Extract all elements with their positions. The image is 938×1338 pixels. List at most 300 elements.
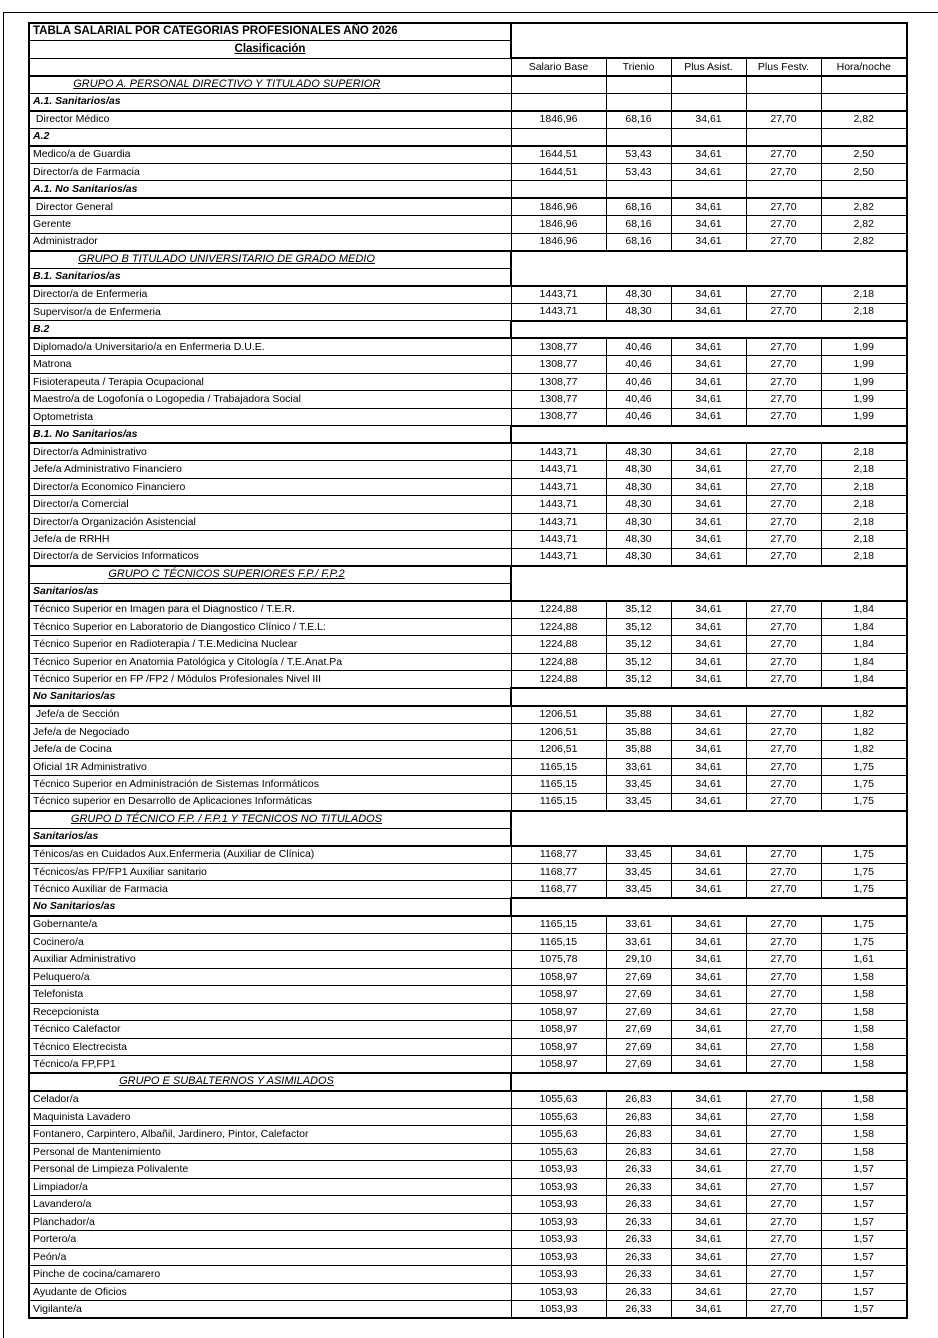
value-cell: 34,61 [671,303,746,321]
value-cell: 34,61 [671,968,746,986]
value-cell: 1053,93 [511,1266,606,1284]
value-cell: 27,70 [746,286,821,304]
value-cell: 26,83 [606,1091,671,1109]
table-row [29,776,907,794]
value-cell: 34,61 [671,741,746,759]
value-cell: 2,18 [821,513,907,531]
value-cell: 27,70 [746,408,821,426]
value-cell: 1443,71 [511,461,606,479]
value-cell: 34,61 [671,233,746,251]
value-cell: 27,70 [746,863,821,881]
value-cell: 27,70 [746,1231,821,1249]
table-row [29,391,907,409]
value-cell: 26,83 [606,1108,671,1126]
salary-table-body [29,23,907,1318]
value-cell: 34,61 [671,338,746,356]
category-cell: Director/a Organización Asistencial [29,513,511,531]
table-row [29,898,907,916]
value-cell: 35,88 [606,741,671,759]
value-cell: 34,61 [671,706,746,724]
value-cell: 34,61 [671,1178,746,1196]
value-cell: 1053,93 [511,1231,606,1249]
table-row [29,566,907,584]
category-cell: Oficial 1R Administrativo [29,758,511,776]
table-row [29,741,907,759]
value-cell: 27,70 [746,706,821,724]
value-cell: 34,61 [671,548,746,566]
value-cell: 29,10 [606,951,671,969]
table-row [29,1003,907,1021]
category-cell: Gobernante/a [29,916,511,934]
value-cell: 68,16 [606,216,671,234]
empty-value-cell [746,76,821,94]
value-cell: 1,75 [821,846,907,864]
value-cell: 1058,97 [511,1021,606,1039]
value-cell: 2,82 [821,233,907,251]
value-cell: 48,30 [606,286,671,304]
value-cell: 1846,96 [511,111,606,129]
value-cell: 1224,88 [511,671,606,689]
table-row [29,601,907,619]
category-cell: Director/a de Enfermeria [29,286,511,304]
section-header-cell: A.2 [29,128,511,146]
value-cell: 53,43 [606,146,671,164]
table-row [29,846,907,864]
value-cell: 1,58 [821,986,907,1004]
value-cell: 34,61 [671,636,746,654]
empty-value-cell [606,76,671,94]
table-row [29,1266,907,1284]
empty-value-cell [511,128,606,146]
value-cell: 27,70 [746,163,821,181]
category-cell: Fontanero, Carpintero, Albañil, Jardinero, Pintor, Calefactor [29,1126,511,1144]
value-cell: 48,30 [606,303,671,321]
category-cell: Peluquero/a [29,968,511,986]
value-cell: 1058,97 [511,986,606,1004]
table-row [29,618,907,636]
category-cell: Director Médico [29,111,511,129]
value-cell: 34,61 [671,916,746,934]
value-cell: 1,58 [821,1021,907,1039]
value-cell: 68,16 [606,198,671,216]
value-cell: 26,33 [606,1231,671,1249]
value-cell: 27,70 [746,443,821,461]
value-cell: 1,57 [821,1161,907,1179]
category-cell: Director/a Economico Financiero [29,478,511,496]
empty-value-cell [511,181,606,199]
value-cell: 1,84 [821,653,907,671]
value-cell: 34,61 [671,198,746,216]
value-cell: 27,70 [746,1108,821,1126]
value-cell: 34,61 [671,776,746,794]
value-cell: 27,69 [606,986,671,1004]
value-cell: 1,58 [821,1056,907,1074]
value-cell: 1,57 [821,1196,907,1214]
value-cell: 27,70 [746,723,821,741]
empty-value-cell [511,93,606,111]
value-cell: 27,70 [746,146,821,164]
value-cell: 1443,71 [511,513,606,531]
value-cell: 34,61 [671,146,746,164]
value-cell: 27,70 [746,1143,821,1161]
column-header: Trienio [606,58,671,76]
table-row [29,531,907,549]
value-cell: 27,70 [746,846,821,864]
empty-value-cell [671,93,746,111]
value-cell: 27,70 [746,881,821,899]
value-cell: 1,57 [821,1283,907,1301]
value-cell: 1,75 [821,793,907,811]
empty-value-cell [821,93,907,111]
value-cell: 1224,88 [511,601,606,619]
value-cell: 27,70 [746,461,821,479]
category-cell: Técnico superior en Desarrollo de Aplicaciones Informáticas [29,793,511,811]
value-cell: 27,70 [746,1301,821,1319]
value-cell: 27,70 [746,776,821,794]
value-cell: 26,33 [606,1178,671,1196]
page-border-left [3,12,4,1338]
value-cell: 34,61 [671,356,746,374]
category-cell: Medico/a de Guardia [29,146,511,164]
table-row [29,216,907,234]
value-cell: 1053,93 [511,1213,606,1231]
value-cell: 35,88 [606,723,671,741]
value-cell: 27,70 [746,618,821,636]
merged-empty-cell [511,688,907,706]
value-cell: 33,45 [606,863,671,881]
value-cell: 35,12 [606,671,671,689]
value-cell: 27,70 [746,531,821,549]
value-cell: 34,61 [671,1283,746,1301]
value-cell: 34,61 [671,1091,746,1109]
merged-empty-cell [511,426,907,444]
value-cell: 34,61 [671,1248,746,1266]
table-row [29,688,907,706]
value-cell: 27,70 [746,111,821,129]
category-cell: Jefe/a Administrativo Financiero [29,461,511,479]
value-cell: 1443,71 [511,303,606,321]
value-cell: 27,70 [746,1196,821,1214]
column-header: Plus Asist. [671,58,746,76]
value-cell: 35,12 [606,653,671,671]
value-cell: 1,57 [821,1248,907,1266]
category-cell: Telefonista [29,986,511,1004]
empty-value-cell [746,128,821,146]
value-cell: 1,58 [821,1003,907,1021]
merged-empty-cell [511,1073,907,1091]
value-cell: 34,61 [671,863,746,881]
value-cell: 2,18 [821,478,907,496]
value-cell: 34,61 [671,513,746,531]
category-cell: Optometrista [29,408,511,426]
value-cell: 27,70 [746,793,821,811]
category-cell: Director General [29,198,511,216]
table-row [29,443,907,461]
value-cell: 68,16 [606,233,671,251]
table-row [29,198,907,216]
value-cell: 1,99 [821,356,907,374]
empty-value-cell [821,181,907,199]
empty-value-cell [511,76,606,94]
value-cell: 34,61 [671,986,746,1004]
value-cell: 1168,77 [511,863,606,881]
value-cell: 34,61 [671,496,746,514]
value-cell: 26,33 [606,1213,671,1231]
value-cell: 1053,93 [511,1301,606,1319]
group-header-cell: GRUPO B TITULADO UNIVERSITARIO DE GRADO MEDIO [29,251,511,269]
group-header-cell: GRUPO D TÉCNICO F.P. / F.P.1 Y TECNICOS NO TITULADOS [29,811,511,829]
value-cell: 1053,93 [511,1283,606,1301]
value-cell: 1,82 [821,706,907,724]
value-cell: 1,57 [821,1231,907,1249]
value-cell: 1,84 [821,601,907,619]
value-cell: 1443,71 [511,286,606,304]
value-cell: 27,70 [746,1126,821,1144]
group-header-cell: GRUPO A. PERSONAL DIRECTIVO Y TITULADO SUPERIOR [29,76,511,94]
value-cell: 34,61 [671,1126,746,1144]
value-cell: 27,70 [746,601,821,619]
section-header-cell: Sanitarios/as [29,583,511,601]
empty-value-cell [671,128,746,146]
value-cell: 34,61 [671,723,746,741]
category-cell: Técnico Superior en FP /FP2 / Módulos Profesionales Nivel III [29,671,511,689]
value-cell: 2,18 [821,286,907,304]
category-cell: Celador/a [29,1091,511,1109]
value-cell: 34,61 [671,1108,746,1126]
value-cell: 1,57 [821,1213,907,1231]
value-cell: 34,61 [671,1161,746,1179]
value-cell: 1308,77 [511,391,606,409]
value-cell: 1,75 [821,863,907,881]
value-cell: 2,82 [821,216,907,234]
value-cell: 27,70 [746,478,821,496]
category-cell: Técnico Superior en Radioterapia / T.E.Medicina Nuclear [29,636,511,654]
category-cell: Técnicos/as FP/FP1 Auxiliar sanitario [29,863,511,881]
table-row [29,793,907,811]
value-cell: 27,70 [746,636,821,654]
column-header: Hora/noche [821,58,907,76]
value-cell: 27,70 [746,338,821,356]
table-row [29,303,907,321]
value-cell: 33,45 [606,846,671,864]
category-cell: Portero/a [29,1231,511,1249]
value-cell: 1,61 [821,951,907,969]
value-cell: 1,99 [821,338,907,356]
value-cell: 1053,93 [511,1161,606,1179]
value-cell: 27,70 [746,373,821,391]
table-row [29,968,907,986]
value-cell: 1,58 [821,1091,907,1109]
table-row [29,1038,907,1056]
table-row [29,951,907,969]
category-cell: Técnico Superior en Laboratorio de Diangostico Clínico / T.E.L: [29,618,511,636]
value-cell: 34,61 [671,1231,746,1249]
merged-empty-cell [511,811,907,846]
value-cell: 27,70 [746,933,821,951]
category-cell: Supervisor/a de Enfermeria [29,303,511,321]
value-cell: 40,46 [606,338,671,356]
value-cell: 1058,97 [511,1056,606,1074]
title-spacer-cell [511,23,907,58]
value-cell: 1053,93 [511,1248,606,1266]
value-cell: 34,61 [671,846,746,864]
column-header: Plus Festv. [746,58,821,76]
value-cell: 1055,63 [511,1143,606,1161]
value-cell: 1,82 [821,723,907,741]
value-cell: 48,30 [606,443,671,461]
table-row [29,1091,907,1109]
value-cell: 48,30 [606,496,671,514]
table-row [29,723,907,741]
value-cell: 1058,97 [511,968,606,986]
value-cell: 34,61 [671,373,746,391]
value-cell: 1,58 [821,1143,907,1161]
value-cell: 1224,88 [511,636,606,654]
category-cell: Técnico Superior en Imagen para el Diagnostico / T.E.R. [29,601,511,619]
category-cell: Jefe/a de Cocina [29,741,511,759]
value-cell: 27,70 [746,951,821,969]
category-cell: Limpiador/a [29,1178,511,1196]
value-cell: 34,61 [671,758,746,776]
category-cell: Cocinero/a [29,933,511,951]
value-cell: 27,70 [746,1266,821,1284]
value-cell: 1443,71 [511,478,606,496]
value-cell: 1055,63 [511,1108,606,1126]
value-cell: 27,70 [746,1213,821,1231]
table-row [29,1196,907,1214]
value-cell: 1,75 [821,933,907,951]
empty-value-cell [746,93,821,111]
table-row [29,58,907,76]
value-cell: 26,33 [606,1248,671,1266]
empty-value-cell [821,128,907,146]
value-cell: 1165,15 [511,776,606,794]
category-cell: Planchador/a [29,1213,511,1231]
category-cell: Maestro/a de Logofonía o Logopedia / Trabajadora Social [29,391,511,409]
value-cell: 34,61 [671,1021,746,1039]
table-row [29,811,907,829]
value-cell: 34,61 [671,391,746,409]
value-cell: 27,70 [746,303,821,321]
empty-value-cell [821,76,907,94]
value-cell: 40,46 [606,373,671,391]
value-cell: 1,57 [821,1266,907,1284]
value-cell: 27,70 [746,548,821,566]
value-cell: 2,18 [821,548,907,566]
value-cell: 1308,77 [511,408,606,426]
value-cell: 35,88 [606,706,671,724]
value-cell: 34,61 [671,1266,746,1284]
value-cell: 35,12 [606,636,671,654]
table-row [29,1231,907,1249]
value-cell: 1165,15 [511,933,606,951]
category-cell: Matrona [29,356,511,374]
value-cell: 34,61 [671,1196,746,1214]
table-row [29,986,907,1004]
value-cell: 1846,96 [511,233,606,251]
table-row [29,758,907,776]
value-cell: 1,82 [821,741,907,759]
section-header-cell: B.2 [29,321,511,339]
value-cell: 1168,77 [511,881,606,899]
value-cell: 34,61 [671,408,746,426]
value-cell: 1,75 [821,776,907,794]
value-cell: 1308,77 [511,373,606,391]
category-cell: Auxiliar Administrativo [29,951,511,969]
value-cell: 1,84 [821,618,907,636]
page-border-top [3,12,938,13]
section-header-cell: Sanitarios/as [29,828,511,846]
value-cell: 1,75 [821,881,907,899]
value-cell: 1206,51 [511,723,606,741]
value-cell: 34,61 [671,671,746,689]
value-cell: 1,99 [821,391,907,409]
value-cell: 34,61 [671,531,746,549]
value-cell: 27,69 [606,968,671,986]
value-cell: 35,12 [606,618,671,636]
value-cell: 34,61 [671,443,746,461]
value-cell: 2,18 [821,531,907,549]
category-cell: Ténicos/as en Cuidados Aux.Enfermeria (Auxiliar de Clínica) [29,846,511,864]
value-cell: 2,18 [821,496,907,514]
table-row [29,408,907,426]
value-cell: 27,70 [746,758,821,776]
value-cell: 27,70 [746,986,821,1004]
table-row [29,548,907,566]
value-cell: 2,82 [821,198,907,216]
category-cell: Gerente [29,216,511,234]
table-row [29,461,907,479]
table-row [29,338,907,356]
category-cell: Director/a de Servicios Informaticos [29,548,511,566]
table-row [29,111,907,129]
section-header-cell: No Sanitarios/as [29,688,511,706]
value-cell: 68,16 [606,111,671,129]
section-header-cell: No Sanitarios/as [29,898,511,916]
value-cell: 1,57 [821,1301,907,1319]
value-cell: 27,70 [746,916,821,934]
value-cell: 1644,51 [511,163,606,181]
table-row [29,76,907,94]
table-row [29,1178,907,1196]
merged-empty-cell [511,251,907,286]
value-cell: 48,30 [606,478,671,496]
value-cell: 26,33 [606,1266,671,1284]
value-cell: 34,61 [671,793,746,811]
value-cell: 27,70 [746,1248,821,1266]
section-header-cell: B.1. No Sanitarios/as [29,426,511,444]
value-cell: 1644,51 [511,146,606,164]
table-row [29,373,907,391]
category-cell: Técnico Auxiliar de Farmacia [29,881,511,899]
table-row [29,1126,907,1144]
value-cell: 27,70 [746,1178,821,1196]
value-cell: 1,75 [821,916,907,934]
section-header-cell: B.1. Sanitarios/as [29,268,511,286]
value-cell: 27,70 [746,1038,821,1056]
category-cell: Jefe/a de Negociado [29,723,511,741]
value-cell: 1,57 [821,1178,907,1196]
table-row [29,513,907,531]
category-cell: Director/a Administrativo [29,443,511,461]
table-row [29,478,907,496]
value-cell: 27,70 [746,1021,821,1039]
column-header: Salario Base [511,58,606,76]
value-cell: 27,70 [746,391,821,409]
value-cell: 1058,97 [511,1003,606,1021]
table-row [29,636,907,654]
table-row [29,163,907,181]
